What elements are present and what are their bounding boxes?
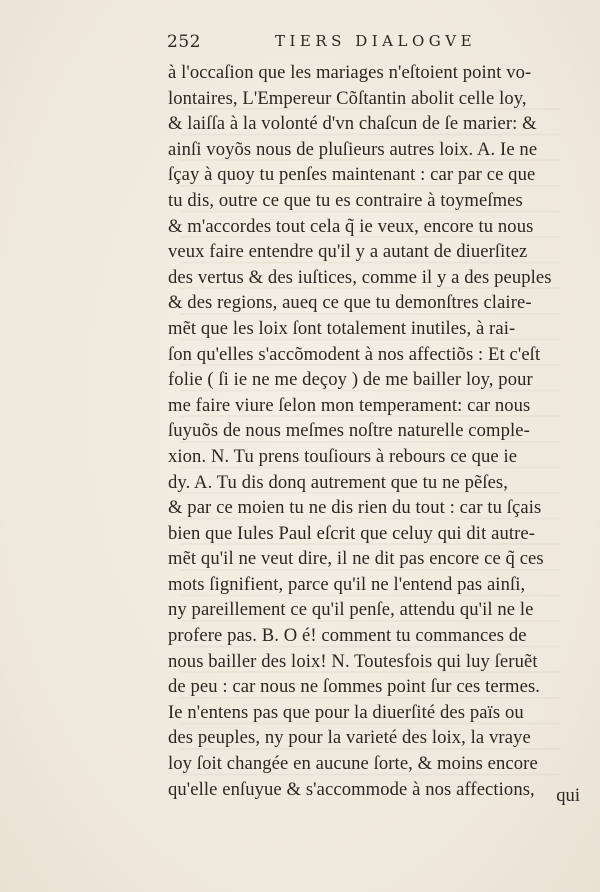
text-line: nous bailler des loix! N. Toutesfois qui luy ſeruẽt bbox=[168, 650, 538, 672]
page-header bbox=[167, 28, 567, 52]
text-line: mots ſignifient, parce qu'il ne l'entend pas ainſi, bbox=[168, 573, 526, 595]
text-line: qu'elle enſuyue & s'accommode à nos affections, bbox=[168, 778, 535, 800]
page-number: 252 bbox=[167, 32, 201, 52]
text-line: & des regions, aueq ce que tu demonſtres claire- bbox=[168, 292, 532, 314]
text-line: ny pareillement ce qu'il penſe, attendu qu'il ne le bbox=[168, 599, 534, 621]
text-line: veux faire entendre qu'il y a autant de diuerſitez bbox=[168, 241, 528, 263]
text-line: des vertus & des iuſtices, comme il y a des peuples bbox=[168, 266, 552, 288]
text-line: xion. N. Tu prens touſiours à rebours ce que ie bbox=[168, 445, 518, 467]
text-line: Ie n'entens pas que pour la diuerſité des païs ou bbox=[168, 701, 524, 723]
text-line: profere pas. B. O é! comment tu commances de bbox=[168, 625, 527, 647]
text-line: ſuyuõs de nous meſmes noſtre naturelle comple- bbox=[168, 420, 530, 442]
text-line: tu dis, outre ce que tu es contraire à toymeſmes bbox=[168, 189, 523, 211]
text-line: ſçay à quoy tu penſes maintenant : car par ce que bbox=[168, 164, 536, 186]
text-line: & m'accordes tout cela q̃ ie veux, encore tu nous bbox=[168, 215, 534, 237]
text-line: bien que Iules Paul eſcrit que celuy qui dit autre- bbox=[168, 522, 536, 544]
text-line: ſon qu'elles s'accõmodent à nos affectiõs : Et c'eſt bbox=[168, 343, 541, 365]
text-line: me faire viure ſelon mon temperament: car nous bbox=[168, 394, 531, 416]
text-line: & par ce moien tu ne dis rien du tout : car tu ſçais bbox=[168, 497, 542, 519]
text-line: de peu : car nous ne ſommes point ſur ces termes. bbox=[168, 676, 541, 698]
text-line: des peuples, ny pour la varieté des loix, la vraye bbox=[168, 727, 531, 749]
running-title: TIERS DIALOGVE bbox=[275, 32, 477, 50]
text-line: mẽt que les loix ſont totalement inutiles, à rai- bbox=[168, 317, 516, 339]
text-line: à l'occaſion que les mariages n'eſtoient point vo- bbox=[168, 62, 532, 83]
text-line: lontaires, L'Empereur Cõſtantin abolit celle loy, bbox=[168, 87, 527, 109]
text-line: folie ( ſi ie ne me deçoy ) de me bailler loy, pour bbox=[168, 369, 533, 391]
text-line: loy ſoit changée en aucune ſorte, & moins encore bbox=[168, 753, 538, 775]
text-line: ainſi voyõs nous de pluſieurs autres loix. A. Ie ne bbox=[168, 138, 538, 160]
text-block bbox=[168, 60, 578, 802]
text-line: dy. A. Tu dis donq autrement que tu ne pẽſes, bbox=[168, 471, 509, 493]
catchword: qui bbox=[556, 785, 580, 806]
text-line: mẽt qu'il ne veut dire, il ne dit pas encore ce q̃ ces bbox=[168, 548, 544, 570]
text-line: & laiſſa à la volonté d'vn chaſcun de ſe marier: & bbox=[168, 113, 537, 135]
